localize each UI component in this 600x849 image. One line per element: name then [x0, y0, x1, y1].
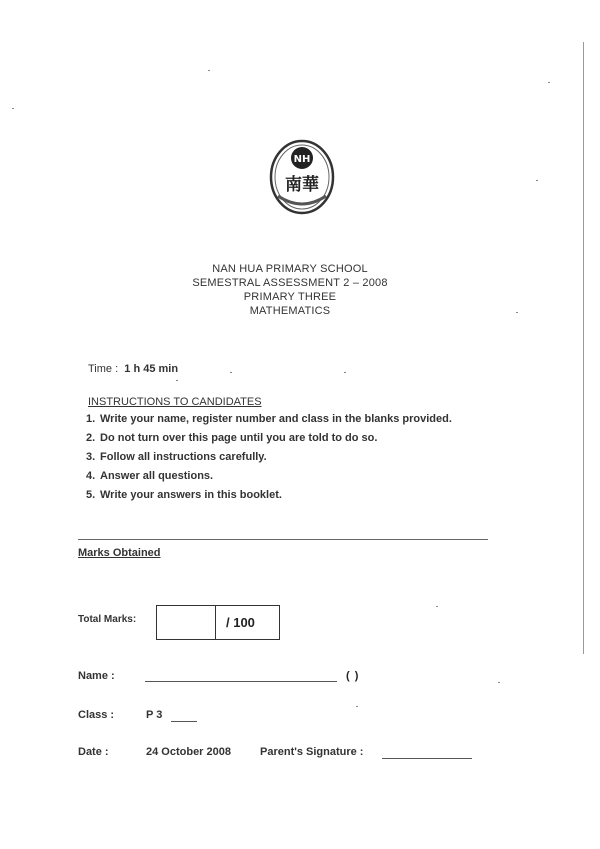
scan-speck [230, 372, 232, 373]
time-allowed [88, 363, 178, 375]
list-item: 2. Do not turn over this page until you are told to do so. [86, 432, 378, 444]
marks-obtained-title: Marks Obtained [78, 547, 161, 559]
scan-speck [176, 380, 178, 381]
instructions-title: INSTRUCTIONS TO CANDIDATES [88, 396, 262, 408]
scan-speck [516, 312, 518, 313]
scan-speck [548, 82, 550, 83]
list-item: 1. Write your name, register number and class in the blanks provided. [86, 413, 452, 425]
class-label: Class : [78, 709, 115, 721]
date-label: Date : [78, 746, 109, 758]
date-value: 24 October 2008 [146, 746, 231, 758]
class-value: P 3 [146, 709, 163, 721]
total-marks-box [156, 605, 280, 640]
subject: MATHEMATICS [249, 305, 331, 317]
scan-speck [208, 70, 210, 71]
score-input-cell[interactable] [157, 606, 216, 639]
svg-text:南華: 南華 [285, 175, 319, 195]
page-edge-line [583, 42, 584, 654]
name-label: Name : [78, 670, 115, 682]
class-field[interactable] [171, 721, 197, 722]
school-name: NAN HUA PRIMARY SCHOOL [212, 263, 368, 275]
total-marks-label: Total Marks: [78, 614, 137, 625]
svg-text:NH: NH [293, 154, 311, 165]
level: PRIMARY THREE [243, 291, 337, 303]
parent-signature-field[interactable] [382, 758, 472, 759]
scan-speck [536, 180, 538, 181]
register-number-field[interactable]: ( ) [346, 670, 360, 682]
name-field[interactable] [145, 681, 337, 682]
scan-speck [344, 372, 346, 373]
assessment-title: SEMESTRAL ASSESSMENT 2 – 2008 [192, 277, 388, 289]
scan-speck [356, 706, 358, 707]
list-item: 4. Answer all questions. [86, 470, 214, 482]
list-item: 3. Follow all instructions carefully. [86, 451, 267, 463]
scan-speck [436, 606, 438, 607]
scan-speck [12, 108, 14, 109]
list-item: 5. Write your answers in this booklet. [86, 489, 282, 501]
time-value: 1 h 45 min [124, 363, 179, 375]
total-max: / 100 [226, 615, 255, 630]
scan-speck [498, 682, 500, 683]
document-header [140, 262, 440, 318]
time-label: Time : [88, 363, 119, 375]
parent-signature-label: Parent's Signature : [260, 746, 364, 758]
school-crest-logo [268, 138, 336, 216]
divider [78, 539, 488, 540]
instructions-list [86, 412, 506, 507]
